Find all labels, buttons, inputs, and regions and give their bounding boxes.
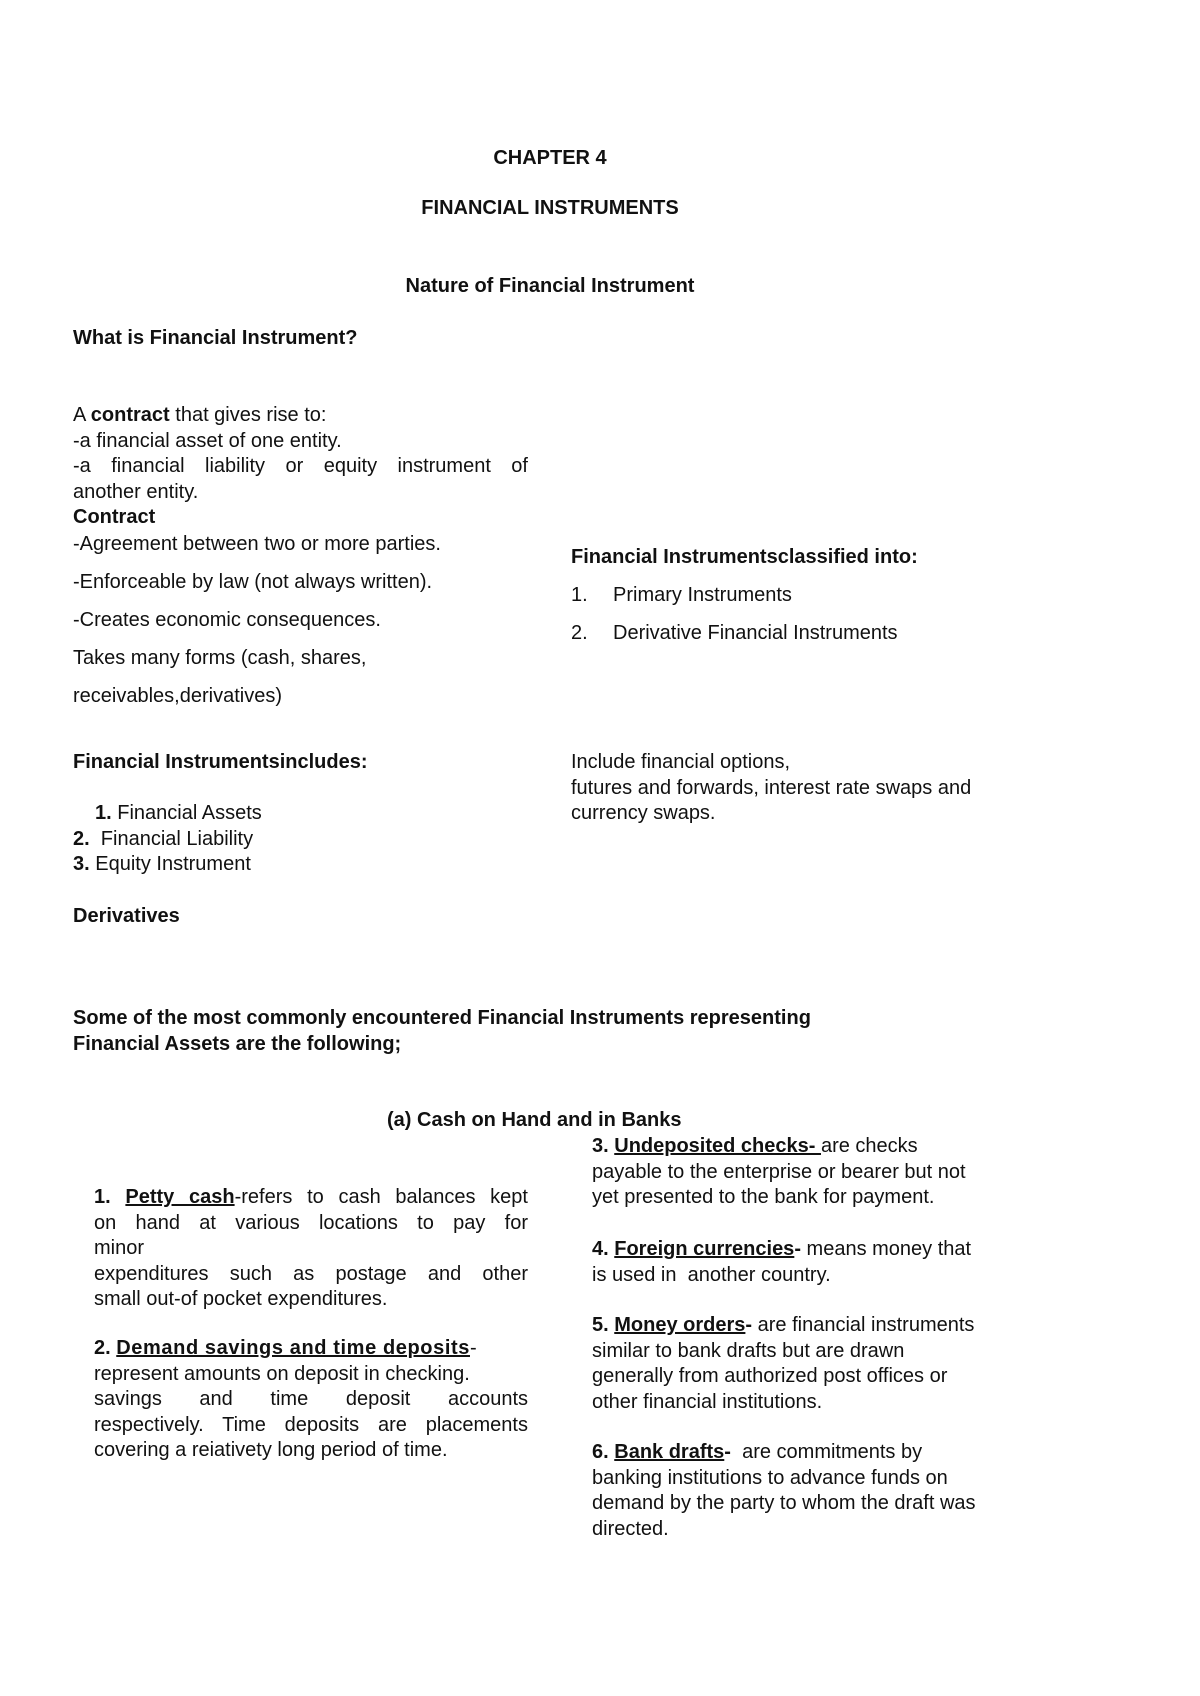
bank-drafts-text: banking institutions to advance funds on xyxy=(592,1466,948,1489)
demand-deposits-block xyxy=(94,1336,528,1464)
contract-item: receivables,derivatives) xyxy=(73,685,282,707)
foreign-currencies-text: means money that xyxy=(800,1238,972,1260)
list-number: 2. xyxy=(73,827,90,850)
item-number: 6. xyxy=(592,1441,615,1463)
section-heading: Nature of Financial Instrument xyxy=(405,275,695,297)
foreign-currencies-term: Foreign currencies xyxy=(614,1238,795,1260)
includes-list xyxy=(73,801,262,878)
undeposited-checks-text: are checks xyxy=(820,1135,918,1157)
intro-line: Some of the most commonly encountered Financial Instruments representing xyxy=(73,1007,811,1029)
undeposited-checks-text: payable to the enterprise or bearer but not xyxy=(592,1160,966,1183)
definition-item: -a financial asset of one entity. xyxy=(73,429,342,452)
money-orders-text: other financial institutions. xyxy=(592,1390,823,1413)
list-number: 2. xyxy=(571,622,588,644)
contract-item: Takes many forms (cash, shares, xyxy=(73,647,367,669)
undeposited-checks-term: Undeposited checks- xyxy=(614,1135,821,1157)
demand-deposits-text: - xyxy=(469,1337,477,1359)
item-number: 1. xyxy=(94,1186,126,1208)
foreign-currencies-text: is used in another country. xyxy=(592,1263,831,1286)
foreign-currencies-line xyxy=(592,1237,1042,1263)
list-label: Equity Instrument xyxy=(89,853,251,875)
list-label: Primary Instruments xyxy=(613,584,792,606)
demand-deposits-text: savings and time deposit accounts xyxy=(94,1388,528,1410)
term-dash: - xyxy=(794,1238,801,1260)
money-orders-line xyxy=(592,1313,1042,1339)
definition-item: another entity. xyxy=(73,480,199,503)
definition-line xyxy=(73,403,528,429)
item-number: 4. xyxy=(592,1238,615,1260)
document-title: FINANCIAL INSTRUMENTS xyxy=(421,197,679,219)
bank-drafts-text: are commitments by xyxy=(730,1441,923,1463)
includes-item xyxy=(73,827,262,853)
term-dash: - xyxy=(724,1441,731,1463)
item-number: 3. xyxy=(592,1135,615,1157)
petty-cash-line xyxy=(94,1185,528,1211)
petty-cash-text: minor xyxy=(94,1237,145,1259)
derivatives-line: currency swaps. xyxy=(571,802,716,824)
petty-cash-text: -refers to cash balances kept xyxy=(234,1186,528,1208)
includes-heading: Financial Instrumentsincludes: xyxy=(73,751,368,773)
list-number: 3. xyxy=(73,853,90,875)
definition-prefix: A xyxy=(73,404,91,426)
term-dash: - xyxy=(745,1314,753,1336)
bank-drafts-text: demand by the party to whom the draft was xyxy=(592,1492,976,1514)
petty-cash-term: Petty cash xyxy=(125,1186,235,1208)
bank-drafts-block xyxy=(592,1440,1052,1542)
list-label: Derivative Financial Instruments xyxy=(613,622,898,644)
derivatives-description xyxy=(571,750,1041,827)
demand-deposits-term: Demand savings and time deposits xyxy=(116,1337,470,1359)
money-orders-text: generally from authorized post offices or xyxy=(592,1365,948,1387)
petty-cash-text: small out-of pocket expenditures. xyxy=(94,1288,388,1310)
classified-heading: Financial Instrumentsclassified into: xyxy=(571,546,918,568)
contract-item: -Agreement between two or more parties. xyxy=(73,533,441,555)
classified-item xyxy=(571,621,898,659)
classified-item xyxy=(571,583,898,621)
petty-cash-text: expenditures such as postage and other xyxy=(94,1262,528,1285)
bank-drafts-term: Bank drafts xyxy=(614,1441,725,1463)
undeposited-checks-block xyxy=(592,1134,1042,1211)
contract-item: -Creates economic consequences. xyxy=(73,609,381,631)
demand-deposits-text: covering a reiativety long period of time. xyxy=(94,1439,448,1461)
demand-deposits-text: represent amounts on deposit in checking. xyxy=(94,1362,470,1385)
demand-deposits-text: respectively. Time deposits are placements xyxy=(94,1413,528,1436)
bank-drafts-text: directed. xyxy=(592,1517,669,1540)
classified-list xyxy=(571,583,898,659)
undeposited-checks-line xyxy=(592,1134,1042,1160)
money-orders-term: Money orders xyxy=(614,1314,746,1336)
common-instruments-intro xyxy=(73,1006,811,1057)
what-is-heading: What is Financial Instrument? xyxy=(73,327,358,349)
item-number: 2. xyxy=(94,1337,117,1359)
derivatives-line: futures and forwards, interest rate swaps and xyxy=(571,776,972,799)
definition-contract-term: contract xyxy=(90,404,170,426)
includes-item xyxy=(73,801,262,827)
money-orders-block xyxy=(592,1313,1042,1415)
bank-drafts-line xyxy=(592,1440,1052,1466)
intro-line: Financial Assets are the following; xyxy=(73,1032,402,1055)
definition-suffix: that gives rise to: xyxy=(169,404,327,426)
chapter-heading: CHAPTER 4 xyxy=(493,147,607,169)
derivatives-heading: Derivatives xyxy=(73,905,180,927)
foreign-currencies-block xyxy=(592,1237,1042,1288)
contract-list xyxy=(73,532,528,722)
contract-heading: Contract xyxy=(73,506,156,528)
definition-block xyxy=(73,403,528,531)
item-number: 5. xyxy=(592,1314,615,1336)
money-orders-text: are financial instruments xyxy=(752,1314,975,1336)
list-label: Financial Assets xyxy=(111,802,262,824)
contract-item: -Enforceable by law (not always written). xyxy=(73,571,433,593)
derivatives-line: Include financial options, xyxy=(571,751,791,773)
petty-cash-text: on hand at various locations to pay for xyxy=(94,1211,528,1234)
cash-heading: (a) Cash on Hand and in Banks xyxy=(387,1109,682,1131)
includes-item xyxy=(73,852,262,878)
petty-cash-block xyxy=(94,1185,528,1313)
undeposited-checks-text: yet presented to the bank for payment. xyxy=(592,1186,935,1208)
demand-deposits-line xyxy=(94,1336,528,1362)
definition-item: -a financial liability or equity instrument of xyxy=(73,455,528,477)
money-orders-text: similar to bank drafts but are drawn xyxy=(592,1339,905,1362)
list-label: Financial Liability xyxy=(89,827,254,850)
list-number: 1. xyxy=(95,802,112,824)
list-number: 1. xyxy=(571,584,588,606)
